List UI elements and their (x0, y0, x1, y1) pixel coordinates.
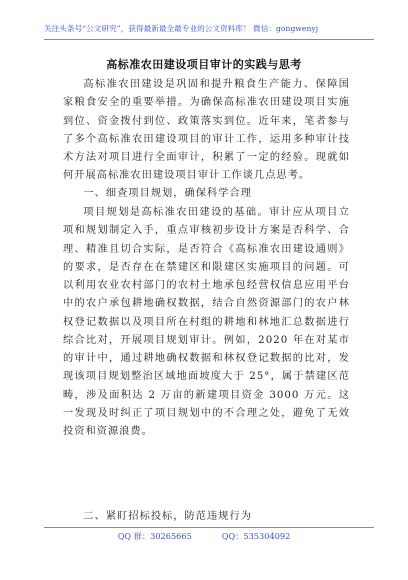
footer-contact (0, 531, 408, 542)
document-title: 高标准农田建设项目审计的实践与思考 (106, 58, 302, 71)
footer-divider (44, 527, 374, 528)
body-paragraph-1: 项目规划是高标准农田建设的基础。审计应从项目立项和规划制定入手，重点审核初步设计方案是否科学、合理、精准且切合实际，是否符合《高标准农田建设通则》的要求，是否存在在禁建区和限建区实施项目的问题。可以利用农业农村部门的农村土地承包经营权信息应用平台中的农户承包耕地确权数据，结合自然资源部门的农户林权登记数据以及项目所在村组的耕地和林地汇总数据进行综合比对，开展项目规划审计。例如，2020 年在对某市的审计中，通过耕地确权数据和林权登记数据的比对，发现该项目规划整治区域地面坡度大于 25°，属于禁建区范畴，涉及面积达 2 万亩的新建项目资金 3000 万元。这一发现及时纠正了项目规划中的不合理之处，避免了无效投资和资源浪费。 (63, 207, 350, 437)
header-banner: 关注头条号“公文研究”，获得最新最全最专业的公文资料库！ 微信：gongwenyj (44, 24, 319, 33)
section-heading-1: 一、细查项目规划，确保科学合理 (83, 188, 252, 199)
intro-paragraph: 高标准农田建设是巩固和提升粮食生产能力、保障国家粮食安全的重要举措。为确保高标准农田建设项目实施到位、资金拨付到位、政策落实到位。近年来，笔者参与了多个高标准农田建设项目的审计工作，运用多种审计技术方法对项目进行全面审计，积累了一定的经验。现就如何开展高标准农田建设项目审计工作谈几点思考。 (63, 79, 350, 182)
header-divider (44, 39, 374, 40)
section-heading-2: 二、紧盯招标投标，防范违规行为 (83, 511, 252, 522)
footer-qq: QQ：535304092 (221, 531, 291, 541)
footer-qq-group: QQ 群：30265665 (117, 531, 192, 541)
